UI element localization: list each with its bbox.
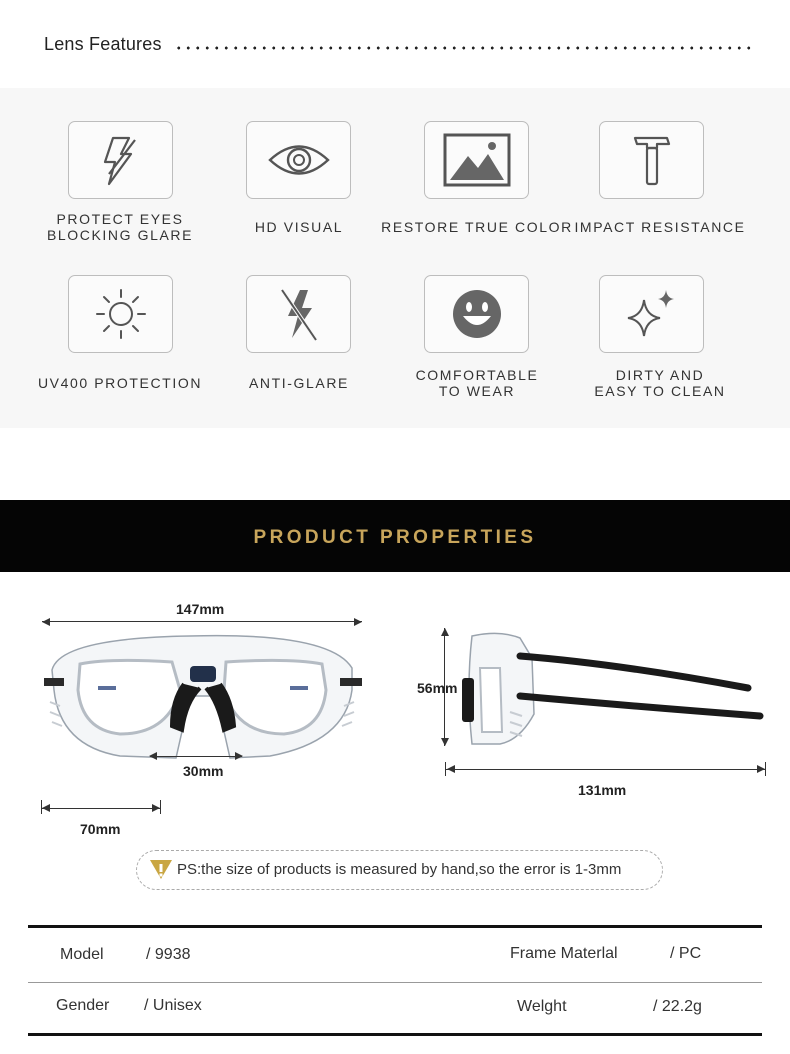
crossed-lightning-icon — [274, 284, 324, 344]
spec-gender-label: Gender — [56, 997, 110, 1014]
dotted-divider — [174, 46, 754, 50]
section-title: Lens Features — [44, 34, 162, 54]
feature-card-glare — [68, 121, 173, 199]
feature-label-hd: HD VISUAL — [254, 219, 344, 235]
sparkle-icon — [622, 284, 682, 344]
smiley-face-icon — [449, 286, 505, 342]
feature-label-clean: DIRTY AND EASY TO CLEAN — [594, 367, 726, 399]
feature-card-color — [424, 121, 529, 199]
mountain-image-icon — [442, 132, 512, 188]
spec-model-value: / 9938 — [146, 946, 191, 963]
spec-gender-value: / Unisex — [144, 997, 202, 1014]
feature-card-hd — [246, 121, 351, 199]
warning-icon — [148, 857, 174, 881]
spec-weight-value: / 22.2g — [653, 998, 702, 1015]
table-mid-rule — [28, 982, 762, 983]
note-text: PS:the size of products is measured by hand,so the error is 1-3mm — [177, 861, 622, 878]
glasses-front-view — [40, 630, 365, 765]
spec-weight-label: Welght — [517, 998, 567, 1015]
feature-card-comfort — [424, 275, 529, 353]
dimension-lens-width: 70mm — [80, 821, 121, 837]
eye-icon — [266, 135, 332, 185]
sun-icon — [93, 286, 149, 342]
feature-card-antiglare — [246, 275, 351, 353]
temple-arrowheads — [443, 763, 769, 777]
feature-card-impact — [599, 121, 704, 199]
feature-label-color: RESTORE TRUE COLOR — [381, 219, 573, 235]
feature-label-glare: PROTECT EYES BLOCKING GLARE — [46, 211, 194, 243]
feature-label-antiglare: ANTI-GLARE — [248, 375, 349, 391]
feature-card-uv — [68, 275, 173, 353]
feature-card-clean — [599, 275, 704, 353]
dimension-lens-height: 56mm — [417, 680, 458, 696]
spec-material-label: Frame Materlal — [510, 945, 618, 962]
table-bottom-rule — [28, 1033, 762, 1036]
glasses-side-view — [460, 628, 770, 752]
frame-width-arrowheads — [36, 615, 368, 629]
hammer-icon — [627, 130, 677, 190]
lens-width-arrowheads — [38, 802, 164, 816]
banner-title: PRODUCT PROPERTIES — [253, 527, 537, 548]
dimension-frame-width: 147mm — [176, 601, 225, 617]
dimension-bridge: 30mm — [183, 763, 224, 779]
feature-label-impact: IMPACT RESISTANCE — [574, 219, 746, 235]
spec-model-label: Model — [60, 946, 104, 963]
feature-label-comfort: COMFORTABLE TO WEAR — [415, 367, 539, 399]
table-top-rule — [28, 925, 762, 928]
spec-material-value: / PC — [670, 945, 702, 962]
feature-label-uv: UV400 PROTECTION — [37, 375, 203, 391]
lightning-bolt-icon — [91, 130, 151, 190]
bridge-arrowheads — [146, 750, 246, 764]
dimension-temple-length: 131mm — [578, 782, 627, 798]
